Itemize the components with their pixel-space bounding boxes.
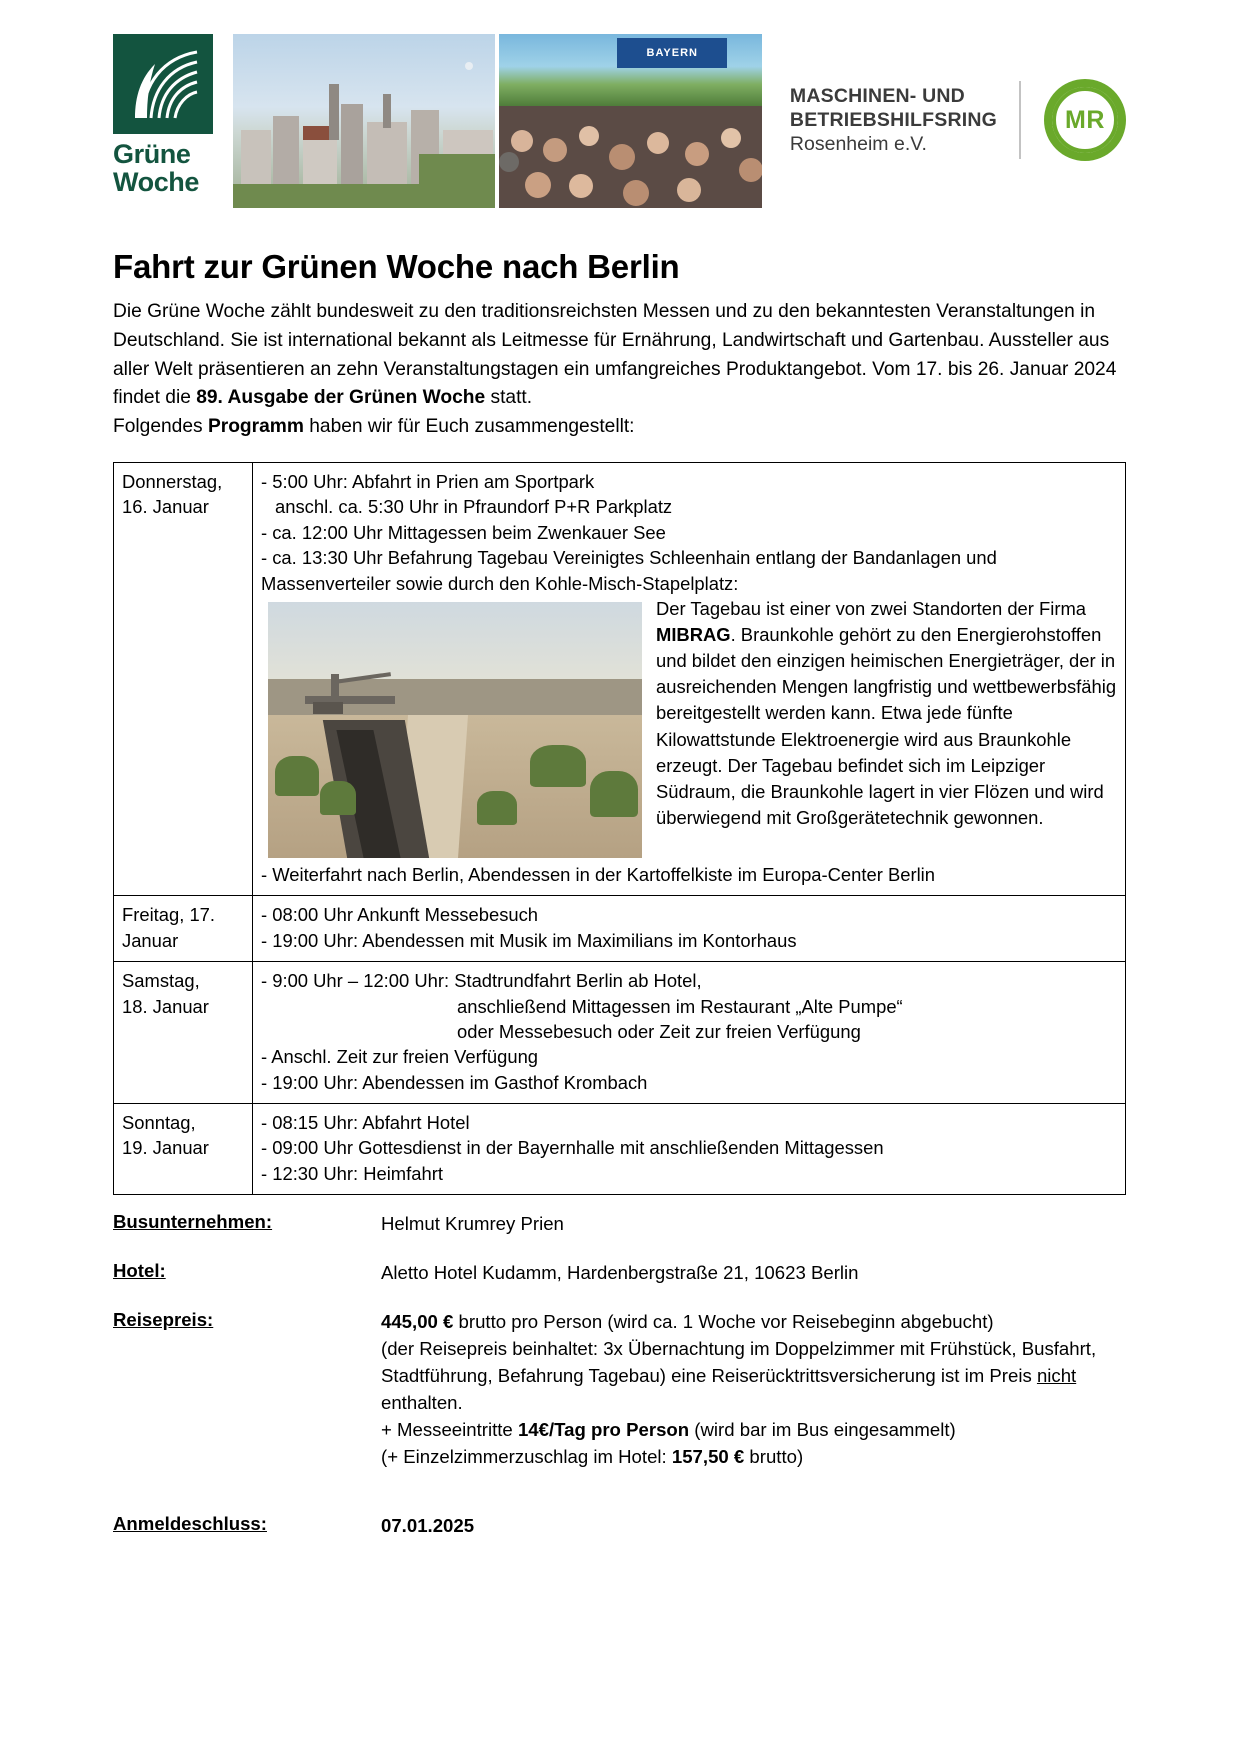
program-line: - ca. 13:30 Uhr Befahrung Tagebau Vereinigtes Schleenhain entlang der Bandanlagen und Massenverteiler sowie durch den Kohle-Misch-Stapelplatz:	[261, 547, 997, 594]
gruene-woche-mark-icon	[113, 34, 213, 134]
price-incl-text: (der Reisepreis beinhaltet: 3x Übernachtung im Doppelzimmer mit Frühstück, Busfahrt, Stadtführung, Befahrung Tagebau) eine Reiserücktrittsversicherung ist im Preis	[381, 1338, 1097, 1387]
single-room-text: (+ Einzelzimmerzuschlag im Hotel:	[381, 1445, 672, 1467]
price-amount: 445,00 €	[381, 1311, 454, 1333]
detail-row-deadline	[113, 1513, 1127, 1540]
program-line: - 09:00 Uhr Gottesdienst in der Bayernhalle mit anschließenden Mittagessen	[261, 1137, 884, 1159]
table-row	[114, 896, 1126, 962]
program-line: - 5:00 Uhr: Abfahrt in Prien am Sportpark	[261, 470, 595, 492]
intro-paragraph	[113, 298, 1127, 442]
mbr-line-3: Rosenheim e.V.	[789, 133, 927, 156]
day-line-1: Samstag,	[122, 970, 200, 992]
mr-logo-icon	[1043, 78, 1127, 162]
day-line-1: Sonntag,	[122, 1112, 196, 1134]
program-cell	[253, 962, 1126, 1104]
logo-line-2: Woche	[113, 166, 200, 197]
price-line-3	[381, 1417, 1127, 1444]
hotel-value: Aletto Hotel Kudamm, Hardenbergstraße 21, 10623 Berlin	[381, 1262, 859, 1284]
day-line-2: 19. Januar	[122, 1137, 209, 1159]
price-line-1	[381, 1309, 1127, 1336]
mbr-org-name	[790, 84, 997, 157]
entry-fee-amount: 14€/Tag pro Person	[517, 1418, 690, 1440]
page-title: Fahrt zur Grünen Woche nach Berlin	[113, 248, 680, 285]
day-line-2: 16. Januar	[122, 496, 209, 518]
price-label: Reisepreis:	[113, 1309, 214, 1331]
bus-label: Busunternehmen:	[113, 1211, 273, 1233]
mbr-line-1: MASCHINEN- UND	[789, 84, 965, 107]
entry-fee-text: + Messeeintritte	[381, 1418, 518, 1440]
program-cell	[253, 896, 1126, 962]
mbr-line-2: BETRIEBSHILFSRING	[789, 108, 997, 131]
detail-row-bus	[113, 1211, 1127, 1238]
mibrag-text-2: . Braunkohle gehört zu den Energierohstoffen und bildet den einzigen heimischen Energieträger, der in ausreichenden Mengen langfristig und wettbewerbsfähig bereitgestellt werden kann. Etwa jede fünfte Kilowattstunde Elektroenergie wird aus Braunkohle erzeugt. Der Tagebau befindet sich im Leipziger Südraum, die Braunkohle lagert in vier Flözen und wird überwiegend mit Großgerätetechnik gewonnen.	[656, 624, 1117, 828]
header-divider	[1019, 81, 1021, 159]
intro-bold-2: Programm	[207, 416, 304, 438]
day-line-1: Donnerstag,	[122, 470, 223, 492]
program-line: - 19:00 Uhr: Abendessen im Gasthof Krombach	[261, 1071, 648, 1093]
entry-fee-note: (wird bar im Bus eingesammelt)	[689, 1418, 956, 1440]
program-line: oder Messebesuch oder Zeit zur freien Verfügung	[457, 1020, 861, 1042]
table-row	[114, 962, 1126, 1104]
program-line: - ca. 12:00 Uhr Mittagessen beim Zwenkauer See	[261, 521, 666, 543]
intro-text-3: Folgendes	[113, 416, 208, 438]
detail-row-price	[113, 1309, 1127, 1471]
table-row	[114, 462, 1126, 895]
messe-hall-photo	[499, 34, 762, 208]
price-line-2	[381, 1336, 1127, 1417]
tagebau-photo	[268, 602, 642, 858]
mibrag-text-1: Der Tagebau ist einer von zwei Standorten der Firma	[656, 597, 1087, 619]
hotel-label: Hotel:	[113, 1260, 166, 1282]
program-line: - 19:00 Uhr: Abendessen mit Musik im Maximilians im Kontorhaus	[261, 929, 797, 951]
mibrag-bold: MIBRAG	[656, 624, 731, 646]
day-cell	[114, 462, 253, 895]
program-line: - 08:00 Uhr Ankunft Messebesuch	[261, 904, 539, 926]
detail-row-hotel	[113, 1260, 1127, 1287]
price-value	[381, 1309, 1127, 1471]
gruene-woche-logo	[113, 34, 229, 224]
program-table	[113, 462, 1126, 1195]
program-line-closing: - Weiterfahrt nach Berlin, Abendessen in der Kartoffelkiste im Europa-Center Berlin	[261, 863, 935, 885]
deadline-label: Anmeldeschluss:	[113, 1512, 267, 1534]
bus-value: Helmut Krumrey Prien	[381, 1213, 564, 1235]
gruene-woche-wordmark	[113, 141, 199, 196]
intro-bold-1: 89. Ausgabe der Grünen Woche	[196, 387, 486, 409]
table-row	[114, 1104, 1126, 1195]
day-line-2: 18. Januar	[122, 995, 209, 1017]
mine-description-block	[261, 596, 1117, 862]
program-line: - 12:30 Uhr: Heimfahrt	[261, 1162, 443, 1184]
day-cell	[114, 962, 253, 1104]
logo-line-1: Grüne	[113, 139, 191, 169]
excavator-shape	[305, 674, 395, 716]
program-line: - 9:00 Uhr – 12:00 Uhr: Stadtrundfahrt Berlin ab Hotel,	[261, 970, 702, 992]
day-line-1: Freitag, 17.	[122, 904, 216, 926]
price-nicht: nicht	[1036, 1365, 1077, 1387]
mbr-branding	[790, 34, 1127, 162]
page-header	[113, 34, 1127, 224]
deadline-value: 07.01.2025	[381, 1514, 475, 1536]
intro-text-1: Die Grüne Woche zählt bundesweit zu den traditionsreichsten Messen und zu den bekanntesten Veranstaltungen in Deutschland. Sie ist international bekannt als Leitmesse für Ernährung, Landwirtschaft und Gartenbau. Aussteller aus aller Welt präsentieren an zehn Veranstaltungstagen ein umfangreiches Produktangebot. Vom 17. bis 26. Januar 2024 findet die	[113, 301, 1117, 409]
day-line-2: Januar	[122, 929, 179, 951]
berlin-city-photo	[233, 34, 496, 208]
price-incl-end: enthalten.	[381, 1392, 463, 1413]
details-section	[113, 1211, 1127, 1540]
intro-text-4: haben wir für Euch zusammengestellt:	[303, 416, 635, 438]
program-cell	[253, 462, 1126, 895]
bayern-banner-label: BAYERN	[617, 38, 727, 68]
mr-initials: MR	[1052, 87, 1118, 153]
program-line: anschließend Mittagessen im Restaurant „Alte Pumpe“	[457, 995, 903, 1017]
program-line: anschl. ca. 5:30 Uhr in Pfraundorf P+R Parkplatz	[275, 496, 673, 518]
price-line-4	[381, 1444, 1127, 1471]
day-cell	[114, 1104, 253, 1195]
intro-text-2: statt.	[485, 387, 533, 409]
day-cell	[114, 896, 253, 962]
program-line: - Anschl. Zeit zur freien Verfügung	[261, 1046, 539, 1068]
single-room-end: brutto)	[744, 1445, 804, 1467]
program-cell	[253, 1104, 1126, 1195]
program-line: - 08:15 Uhr: Abfahrt Hotel	[261, 1112, 470, 1134]
price-rest: brutto pro Person (wird ca. 1 Woche vor Reisebeginn abgebucht)	[453, 1311, 994, 1333]
single-room-amount: 157,50 €	[671, 1445, 745, 1467]
